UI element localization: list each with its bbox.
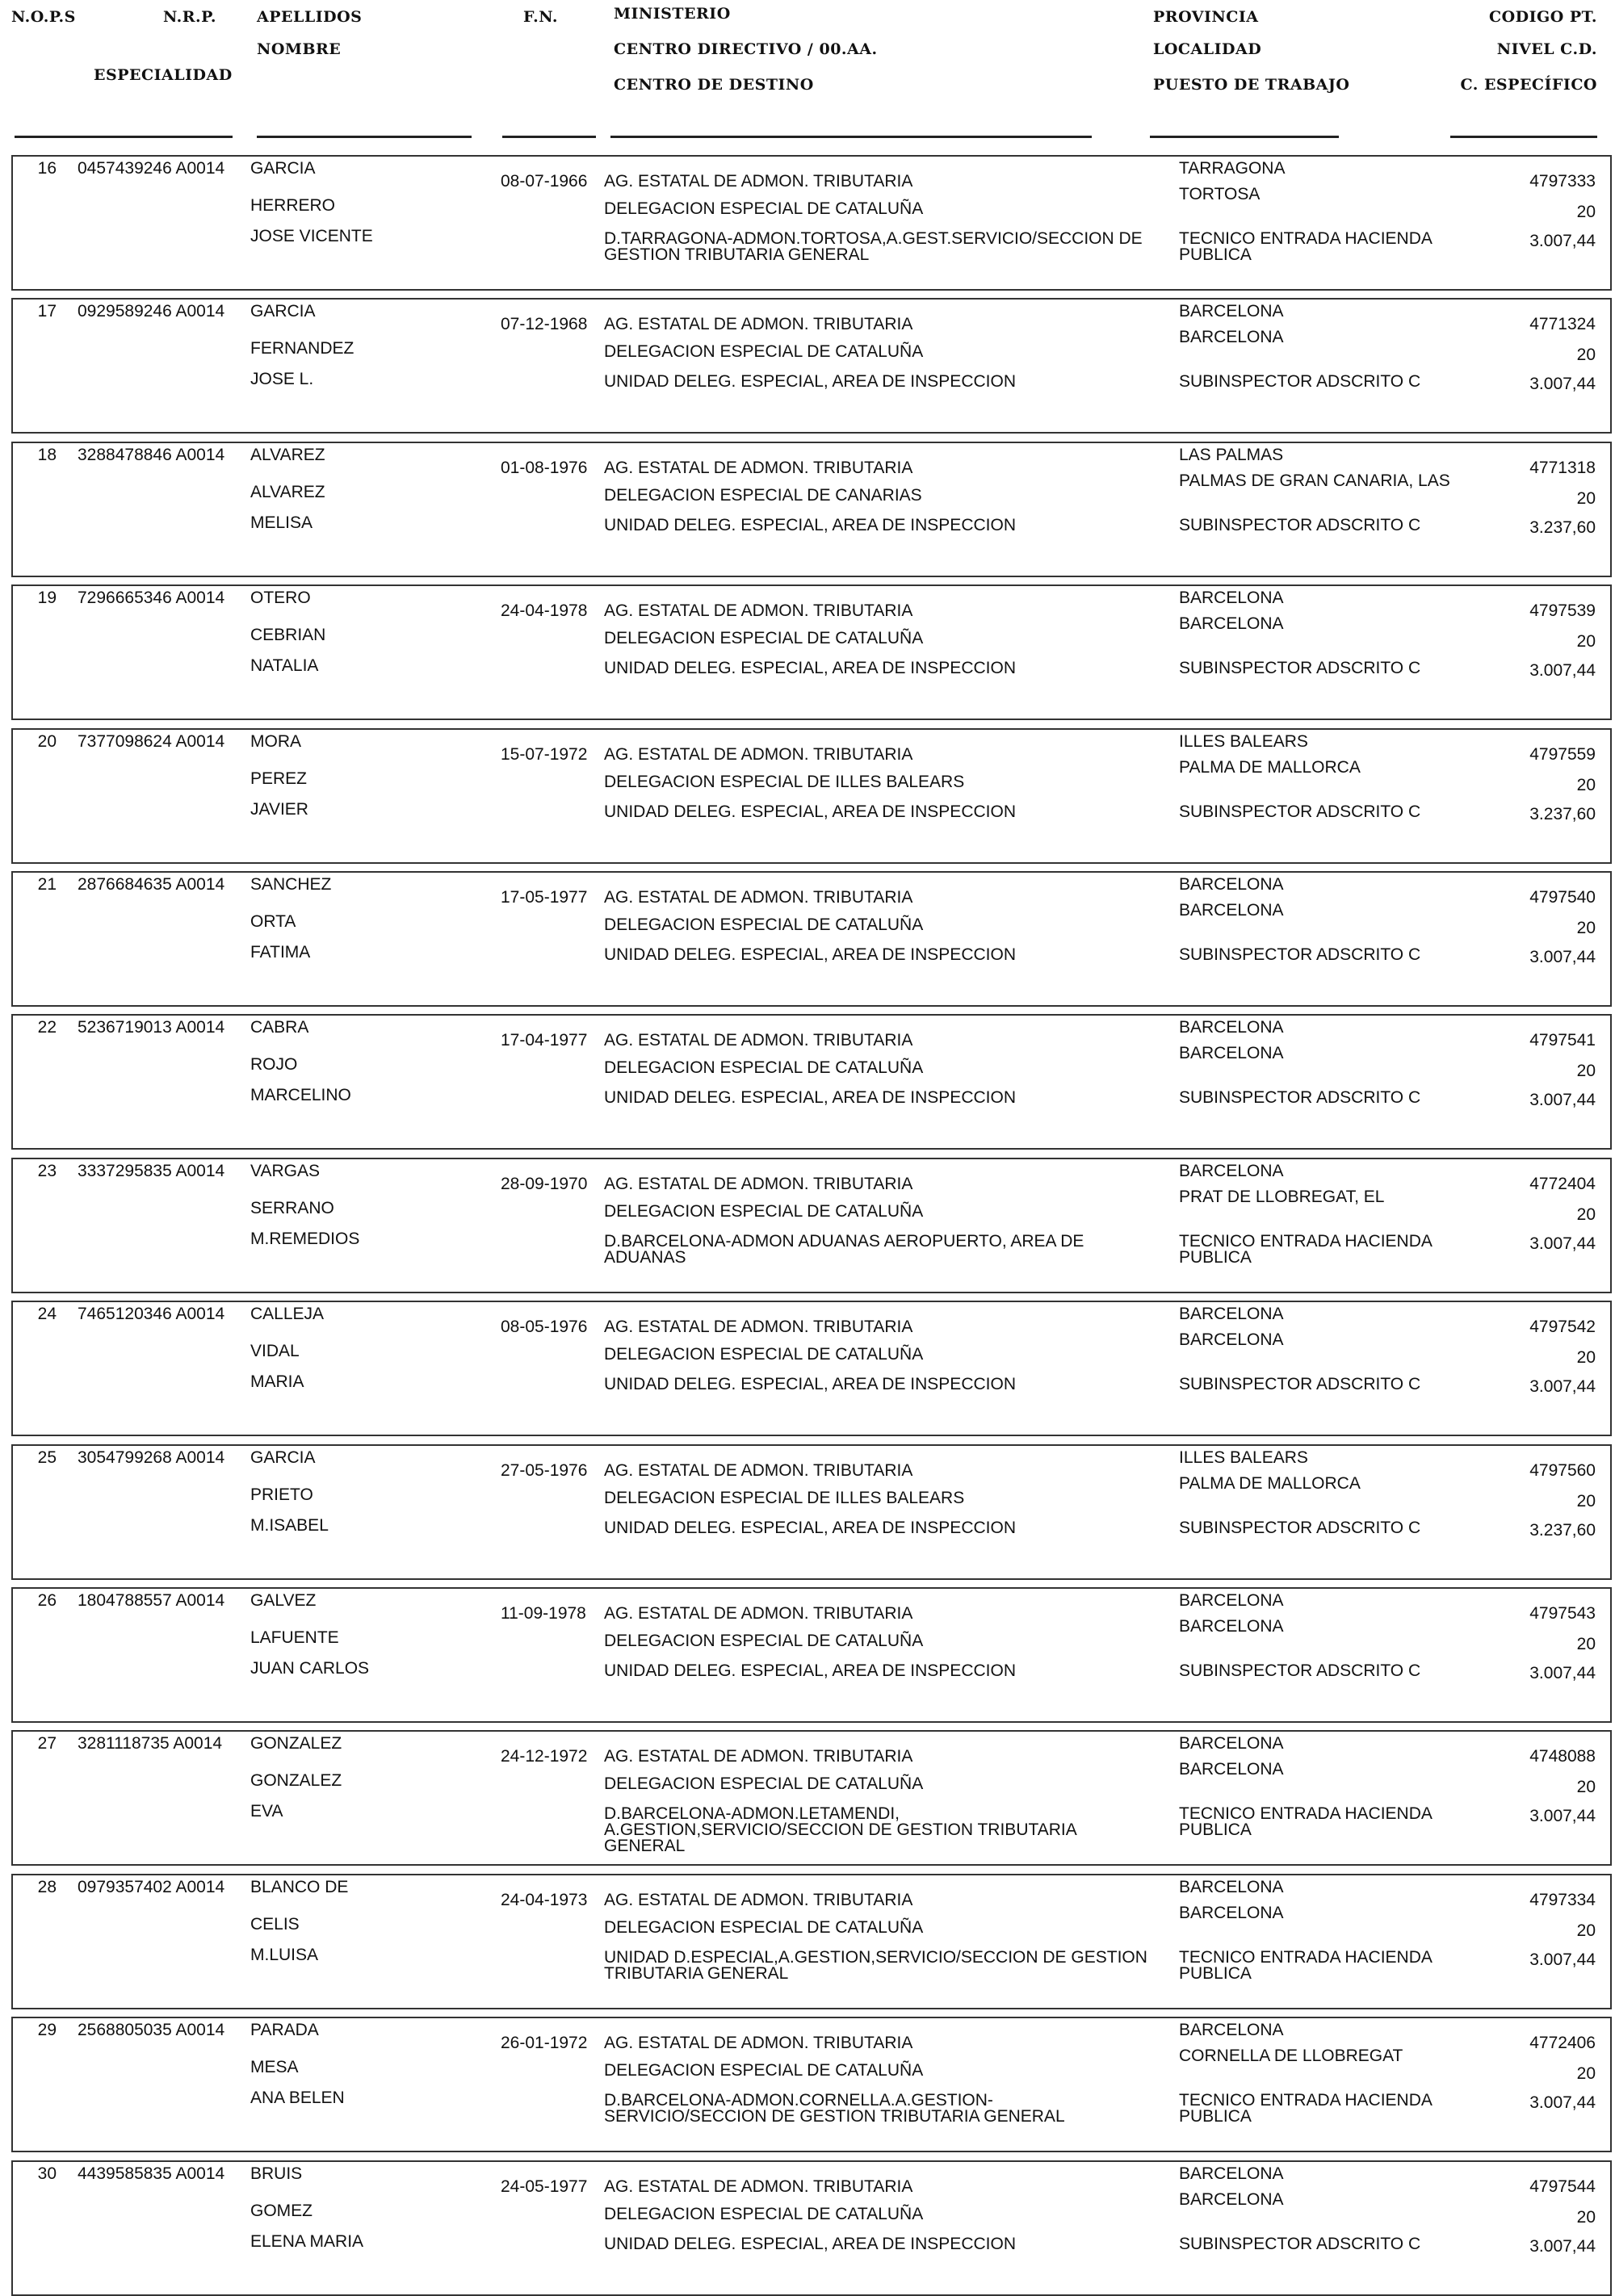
record-centro-directivo: DELEGACION ESPECIAL DE CATALUÑA [604, 2061, 924, 2080]
record-nombre: ANA BELEN [250, 2089, 345, 2107]
record-puesto-trabajo: SUBINSPECTOR ADSCRITO C [1179, 1088, 1421, 1107]
record-centro-destino: UNIDAD DELEG. ESPECIAL, AREA DE INSPECCION [604, 1375, 1016, 1393]
record-puesto-trabajo: SUBINSPECTOR ADSCRITO C [1179, 945, 1421, 964]
record-ministerio: AG. ESTATAL DE ADMON. TRIBUTARIA [604, 1318, 913, 1336]
record-centro-destino: D.TARRAGONA-ADMON.TORTOSA,A.GEST.SERVICIO/SECCION DE GESTION TRIBUTARIA GENERAL [604, 229, 1143, 264]
record-nops: 21 [37, 875, 57, 894]
record-centro-directivo: DELEGACION ESPECIAL DE CATALUÑA [604, 2205, 924, 2223]
record-nrp: 2876684635 A0014 [78, 875, 225, 894]
record-apellido2: MESA [250, 2058, 299, 2076]
record-nombre: M.REMEDIOS [250, 1230, 360, 1248]
record-complemento-especifico: 3.007,44 [1529, 1807, 1596, 1825]
record-provincia: BARCELONA [1179, 589, 1284, 607]
record-apellido2: ORTA [250, 912, 296, 931]
record-codigo-puesto: 4748088 [1529, 1747, 1596, 1766]
record-ministerio: AG. ESTATAL DE ADMON. TRIBUTARIA [604, 2034, 913, 2052]
header-fn: F.N. [523, 8, 558, 26]
record-provincia: BARCELONA [1179, 1305, 1284, 1323]
record-centro-destino: D.BARCELONA-ADMON.CORNELLA.A.GESTION-SERVICIO/SECCION DE GESTION TRIBUTARIA GENERAL [604, 2091, 1065, 2126]
record-nrp: 3288478846 A0014 [78, 446, 225, 464]
record-centro-directivo: DELEGACION ESPECIAL DE CATALUÑA [604, 1632, 924, 1650]
record-apellido2: GONZALEZ [250, 1771, 342, 1790]
header-especialidad: ESPECIALIDAD [94, 66, 233, 84]
header-rule [610, 136, 1092, 138]
record-complemento-especifico: 3.007,44 [1529, 1091, 1596, 1109]
record-nombre: M.ISABEL [250, 1516, 329, 1535]
record-nivel: 20 [1576, 1921, 1596, 1940]
record-ministerio: AG. ESTATAL DE ADMON. TRIBUTARIA [604, 745, 913, 764]
header-rule [1450, 136, 1597, 138]
record-codigo-puesto: 4797541 [1529, 1031, 1596, 1050]
record-complemento-especifico: 3.007,44 [1529, 1950, 1596, 1969]
record-puesto-trabajo: TECNICO ENTRADA HACIENDA PUBLICA [1179, 1232, 1432, 1267]
record-apellido2: SERRANO [250, 1199, 334, 1217]
record-nrp: 1804788557 A0014 [78, 1591, 225, 1610]
record-codigo-puesto: 4772404 [1529, 1175, 1596, 1193]
record-localidad: BARCELONA [1179, 901, 1284, 920]
record-apellido2: GOMEZ [250, 2202, 313, 2220]
record-provincia: BARCELONA [1179, 1018, 1284, 1037]
record-apellido1: GALVEZ [250, 1591, 317, 1610]
record-nivel: 20 [1576, 1348, 1596, 1367]
record-centro-destino: D.BARCELONA-ADMON.LETAMENDI, A.GESTION,SERVICIO/SECCION DE GESTION TRIBUTARIA GENERAL [604, 1804, 1076, 1855]
record-complemento-especifico: 3.007,44 [1529, 375, 1596, 393]
record-puesto-trabajo: SUBINSPECTOR ADSCRITO C [1179, 659, 1421, 677]
record-apellido2: PRIETO [250, 1485, 313, 1504]
record-complemento-especifico: 3.007,44 [1529, 1664, 1596, 1682]
record-ministerio: AG. ESTATAL DE ADMON. TRIBUTARIA [604, 172, 913, 191]
header-nops: N.O.P.S [11, 8, 76, 26]
record-apellido1: GONZALEZ [250, 1734, 342, 1753]
record-provincia: BARCELONA [1179, 1591, 1284, 1610]
record-centro-directivo: DELEGACION ESPECIAL DE ILLES BALEARS [604, 1489, 965, 1507]
record-codigo-puesto: 4797540 [1529, 888, 1596, 907]
record-fecha-nacimiento: 26-01-1972 [501, 2034, 588, 2052]
record-ministerio: AG. ESTATAL DE ADMON. TRIBUTARIA [604, 888, 913, 907]
record-nombre: ELENA MARIA [250, 2232, 364, 2251]
record-complemento-especifico: 3.007,44 [1529, 2093, 1596, 2112]
record-fecha-nacimiento: 24-04-1973 [501, 1891, 588, 1909]
record-complemento-especifico: 3.237,60 [1529, 1521, 1596, 1540]
record-apellido2: HERRERO [250, 196, 336, 215]
record-nrp: 2568805035 A0014 [78, 2021, 225, 2039]
header-rule [257, 136, 472, 138]
record-nivel: 20 [1576, 1062, 1596, 1080]
record-ministerio: AG. ESTATAL DE ADMON. TRIBUTARIA [604, 1175, 913, 1193]
record-ministerio: AG. ESTATAL DE ADMON. TRIBUTARIA [604, 1891, 913, 1909]
record-nrp: 4439585835 A0014 [78, 2164, 225, 2183]
record-localidad: CORNELLA DE LLOBREGAT [1179, 2047, 1403, 2065]
record-localidad: BARCELONA [1179, 2190, 1284, 2209]
record-codigo-puesto: 4772406 [1529, 2034, 1596, 2052]
record-provincia: LAS PALMAS [1179, 446, 1284, 464]
record-apellido2: ALVAREZ [250, 483, 325, 501]
record-nops: 24 [37, 1305, 57, 1323]
record-fecha-nacimiento: 01-08-1976 [501, 459, 588, 477]
record-provincia: BARCELONA [1179, 875, 1284, 894]
record-fecha-nacimiento: 11-09-1978 [501, 1604, 586, 1623]
record-nivel: 20 [1576, 489, 1596, 508]
record-provincia: BARCELONA [1179, 2164, 1284, 2183]
record-nivel: 20 [1576, 203, 1596, 221]
record-puesto-trabajo: SUBINSPECTOR ADSCRITO C [1179, 372, 1421, 391]
record-nivel: 20 [1576, 2064, 1596, 2083]
record-provincia: ILLES BALEARS [1179, 1448, 1308, 1467]
record-apellido1: SANCHEZ [250, 875, 332, 894]
record-nops: 30 [37, 2164, 57, 2183]
record-apellido1: GARCIA [250, 302, 316, 321]
record-ministerio: AG. ESTATAL DE ADMON. TRIBUTARIA [604, 1031, 913, 1050]
header-apellidos: APELLIDOS [257, 8, 363, 26]
record-complemento-especifico: 3.007,44 [1529, 2237, 1596, 2256]
record-fecha-nacimiento: 28-09-1970 [501, 1175, 588, 1193]
record-nombre: MARIA [250, 1372, 304, 1391]
record-fecha-nacimiento: 24-05-1977 [501, 2177, 588, 2196]
header-nombre: NOMBRE [257, 40, 342, 58]
record-localidad: PALMA DE MALLORCA [1179, 758, 1361, 777]
record-centro-destino: UNIDAD DELEG. ESPECIAL, AREA DE INSPECCION [604, 1661, 1016, 1680]
record-provincia: BARCELONA [1179, 302, 1284, 321]
record-localidad: BARCELONA [1179, 1617, 1284, 1636]
record-provincia: BARCELONA [1179, 2021, 1284, 2039]
record-puesto-trabajo: TECNICO ENTRADA HACIENDA PUBLICA [1179, 1804, 1432, 1839]
record-nombre: JAVIER [250, 800, 308, 819]
record-fecha-nacimiento: 07-12-1968 [501, 315, 588, 333]
record-ministerio: AG. ESTATAL DE ADMON. TRIBUTARIA [604, 1461, 913, 1480]
record-nrp: 0929589246 A0014 [78, 302, 225, 321]
header-puesto: PUESTO DE TRABAJO [1153, 76, 1350, 94]
record-ministerio: AG. ESTATAL DE ADMON. TRIBUTARIA [604, 1604, 913, 1623]
record-nops: 23 [37, 1162, 57, 1180]
header-rule [1150, 136, 1339, 138]
record-apellido1: ALVAREZ [250, 446, 325, 464]
record-nrp: 3281118735 A0014 [78, 1734, 223, 1753]
record-provincia: BARCELONA [1179, 1734, 1284, 1753]
record-centro-directivo: DELEGACION ESPECIAL DE CATALUÑA [604, 1202, 924, 1221]
record-nops: 22 [37, 1018, 57, 1037]
record-centro-destino: UNIDAD DELEG. ESPECIAL, AREA DE INSPECCION [604, 2235, 1016, 2253]
record-localidad: BARCELONA [1179, 328, 1284, 346]
record-apellido2: FERNANDEZ [250, 339, 354, 358]
record-ministerio: AG. ESTATAL DE ADMON. TRIBUTARIA [604, 459, 913, 477]
record-nrp: 5236719013 A0014 [78, 1018, 225, 1037]
record-centro-destino: UNIDAD DELEG. ESPECIAL, AREA DE INSPECCION [604, 372, 1016, 391]
record-apellido1: BLANCO DE [250, 1878, 349, 1896]
record-nrp: 3337295835 A0014 [78, 1162, 225, 1180]
record-nops: 27 [37, 1734, 57, 1753]
record-nivel: 20 [1576, 2208, 1596, 2227]
record-codigo-puesto: 4797543 [1529, 1604, 1596, 1623]
record-nombre: MELISA [250, 513, 313, 532]
record-centro-destino: UNIDAD DELEG. ESPECIAL, AREA DE INSPECCION [604, 802, 1016, 821]
record-codigo-puesto: 4797334 [1529, 1891, 1596, 1909]
record-centro-directivo: DELEGACION ESPECIAL DE CATALUÑA [604, 342, 924, 361]
record-puesto-trabajo: SUBINSPECTOR ADSCRITO C [1179, 516, 1421, 534]
record-codigo-puesto: 4797539 [1529, 601, 1596, 620]
record-nivel: 20 [1576, 346, 1596, 364]
record-nops: 18 [37, 446, 57, 464]
record-nrp: 0979357402 A0014 [78, 1878, 225, 1896]
record-puesto-trabajo: TECNICO ENTRADA HACIENDA PUBLICA [1179, 1948, 1432, 1983]
record-puesto-trabajo: SUBINSPECTOR ADSCRITO C [1179, 1519, 1421, 1537]
header-codigo: CODIGO PT. [1488, 8, 1597, 26]
record-apellido1: CABRA [250, 1018, 309, 1037]
record-apellido1: BRUIS [250, 2164, 303, 2183]
record-nops: 20 [37, 732, 57, 751]
record-nops: 29 [37, 2021, 57, 2039]
record-fecha-nacimiento: 15-07-1972 [501, 745, 588, 764]
record-centro-destino: UNIDAD DELEG. ESPECIAL, AREA DE INSPECCION [604, 1519, 1016, 1537]
record-nrp: 3054799268 A0014 [78, 1448, 225, 1467]
record-provincia: ILLES BALEARS [1179, 732, 1308, 751]
record-fecha-nacimiento: 17-05-1977 [501, 888, 588, 907]
record-complemento-especifico: 3.007,44 [1529, 1377, 1596, 1396]
record-localidad: BARCELONA [1179, 614, 1284, 633]
record-centro-directivo: DELEGACION ESPECIAL DE CATALUÑA [604, 629, 924, 647]
record-apellido2: PEREZ [250, 769, 308, 788]
record-centro-directivo: DELEGACION ESPECIAL DE CATALUÑA [604, 199, 924, 218]
record-fecha-nacimiento: 08-07-1966 [501, 172, 588, 191]
record-fecha-nacimiento: 08-05-1976 [501, 1318, 588, 1336]
record-apellido1: GARCIA [250, 159, 316, 178]
record-nivel: 20 [1576, 919, 1596, 937]
record-nivel: 20 [1576, 1205, 1596, 1224]
record-nivel: 20 [1576, 632, 1596, 651]
record-nrp: 7465120346 A0014 [78, 1305, 225, 1323]
record-codigo-puesto: 4797542 [1529, 1318, 1596, 1336]
record-complemento-especifico: 3.007,44 [1529, 1234, 1596, 1253]
record-nombre: EVA [250, 1802, 283, 1820]
record-complemento-especifico: 3.007,44 [1529, 948, 1596, 966]
record-centro-destino: UNIDAD D.ESPECIAL,A.GESTION,SERVICIO/SECCION DE GESTION TRIBUTARIA GENERAL [604, 1948, 1147, 1983]
record-nops: 26 [37, 1591, 57, 1610]
record-nrp: 0457439246 A0014 [78, 159, 225, 178]
record-fecha-nacimiento: 24-12-1972 [501, 1747, 588, 1766]
record-apellido1: OTERO [250, 589, 311, 607]
record-codigo-puesto: 4797559 [1529, 745, 1596, 764]
record-puesto-trabajo: SUBINSPECTOR ADSCRITO C [1179, 1375, 1421, 1393]
record-puesto-trabajo: TECNICO ENTRADA HACIENDA PUBLICA [1179, 229, 1432, 264]
record-nombre: FATIMA [250, 943, 311, 962]
record-nombre: M.LUISA [250, 1946, 319, 1964]
record-puesto-trabajo: SUBINSPECTOR ADSCRITO C [1179, 2235, 1421, 2253]
record-codigo-puesto: 4797333 [1529, 172, 1596, 191]
header-ministerio: MINISTERIO [614, 5, 731, 23]
record-nombre: JUAN CARLOS [250, 1659, 370, 1678]
record-codigo-puesto: 4771324 [1529, 315, 1596, 333]
record-nrp: 7296665346 A0014 [78, 589, 225, 607]
record-apellido2: CELIS [250, 1915, 300, 1934]
record-nrp: 7377098624 A0014 [78, 732, 225, 751]
header-centro-destino: CENTRO DE DESTINO [614, 76, 814, 94]
record-apellido1: PARADA [250, 2021, 319, 2039]
record-nivel: 20 [1576, 1635, 1596, 1653]
record-fecha-nacimiento: 27-05-1976 [501, 1461, 588, 1480]
record-ministerio: AG. ESTATAL DE ADMON. TRIBUTARIA [604, 601, 913, 620]
record-complemento-especifico: 3.237,60 [1529, 805, 1596, 823]
record-localidad: BARCELONA [1179, 1904, 1284, 1922]
record-fecha-nacimiento: 17-04-1977 [501, 1031, 588, 1050]
record-puesto-trabajo: SUBINSPECTOR ADSCRITO C [1179, 802, 1421, 821]
record-centro-destino: UNIDAD DELEG. ESPECIAL, AREA DE INSPECCION [604, 659, 1016, 677]
record-centro-destino: D.BARCELONA-ADMON ADUANAS AEROPUERTO, AREA DE ADUANAS [604, 1232, 1084, 1267]
record-complemento-especifico: 3.237,60 [1529, 518, 1596, 537]
record-localidad: BARCELONA [1179, 1330, 1284, 1349]
record-apellido1: MORA [250, 732, 301, 751]
record-nops: 16 [37, 159, 57, 178]
record-localidad: BARCELONA [1179, 1044, 1284, 1062]
record-ministerio: AG. ESTATAL DE ADMON. TRIBUTARIA [604, 315, 913, 333]
header-localidad: LOCALIDAD [1153, 40, 1262, 58]
record-codigo-puesto: 4771318 [1529, 459, 1596, 477]
record-nops: 19 [37, 589, 57, 607]
header-centro-directivo: CENTRO DIRECTIVO / 00.AA. [614, 40, 878, 58]
record-apellido1: GARCIA [250, 1448, 316, 1467]
record-puesto-trabajo: TECNICO ENTRADA HACIENDA PUBLICA [1179, 2091, 1432, 2126]
header-especifico: C. ESPECÍFICO [1460, 76, 1597, 94]
record-nombre: JOSE L. [250, 370, 314, 388]
record-localidad: BARCELONA [1179, 1760, 1284, 1779]
record-centro-directivo: DELEGACION ESPECIAL DE CATALUÑA [604, 1774, 924, 1793]
record-nombre: MARCELINO [250, 1086, 351, 1104]
record-provincia: TARRAGONA [1179, 159, 1286, 178]
record-centro-destino: UNIDAD DELEG. ESPECIAL, AREA DE INSPECCION [604, 1088, 1016, 1107]
record-centro-destino: UNIDAD DELEG. ESPECIAL, AREA DE INSPECCION [604, 945, 1016, 964]
record-apellido2: ROJO [250, 1055, 298, 1074]
record-centro-directivo: DELEGACION ESPECIAL DE CATALUÑA [604, 915, 924, 934]
record-centro-directivo: DELEGACION ESPECIAL DE CATALUÑA [604, 1918, 924, 1937]
record-centro-directivo: DELEGACION ESPECIAL DE ILLES BALEARS [604, 773, 965, 791]
record-complemento-especifico: 3.007,44 [1529, 232, 1596, 250]
header-nrp: N.R.P. [163, 8, 216, 26]
record-ministerio: AG. ESTATAL DE ADMON. TRIBUTARIA [604, 1747, 913, 1766]
record-nops: 25 [37, 1448, 57, 1467]
record-fecha-nacimiento: 24-04-1978 [501, 601, 588, 620]
record-apellido1: CALLEJA [250, 1305, 325, 1323]
record-apellido1: VARGAS [250, 1162, 320, 1180]
record-complemento-especifico: 3.007,44 [1529, 661, 1596, 680]
record-puesto-trabajo: SUBINSPECTOR ADSCRITO C [1179, 1661, 1421, 1680]
record-nombre: NATALIA [250, 656, 319, 675]
record-nombre: JOSE VICENTE [250, 227, 373, 245]
record-ministerio: AG. ESTATAL DE ADMON. TRIBUTARIA [604, 2177, 913, 2196]
record-centro-directivo: DELEGACION ESPECIAL DE CATALUÑA [604, 1058, 924, 1077]
record-provincia: BARCELONA [1179, 1162, 1284, 1180]
record-localidad: PALMA DE MALLORCA [1179, 1474, 1361, 1493]
header-rule [15, 136, 233, 138]
record-codigo-puesto: 4797560 [1529, 1461, 1596, 1480]
record-nivel: 20 [1576, 1492, 1596, 1510]
record-provincia: BARCELONA [1179, 1878, 1284, 1896]
record-nops: 17 [37, 302, 57, 321]
record-centro-directivo: DELEGACION ESPECIAL DE CATALUÑA [604, 1345, 924, 1364]
header-rule [502, 136, 596, 138]
header-provincia: PROVINCIA [1153, 8, 1259, 26]
record-centro-directivo: DELEGACION ESPECIAL DE CANARIAS [604, 486, 922, 505]
record-nivel: 20 [1576, 1778, 1596, 1796]
record-apellido2: VIDAL [250, 1342, 300, 1360]
record-nops: 28 [37, 1878, 57, 1896]
record-codigo-puesto: 4797544 [1529, 2177, 1596, 2196]
record-apellido2: LAFUENTE [250, 1628, 339, 1647]
record-nivel: 20 [1576, 776, 1596, 794]
record-localidad: PALMAS DE GRAN CANARIA, LAS [1179, 471, 1450, 490]
record-localidad: PRAT DE LLOBREGAT, EL [1179, 1188, 1385, 1206]
record-apellido2: CEBRIAN [250, 626, 326, 644]
record-centro-destino: UNIDAD DELEG. ESPECIAL, AREA DE INSPECCION [604, 516, 1016, 534]
header-nivel: NIVEL C.D. [1496, 40, 1597, 58]
record-localidad: TORTOSA [1179, 185, 1261, 203]
